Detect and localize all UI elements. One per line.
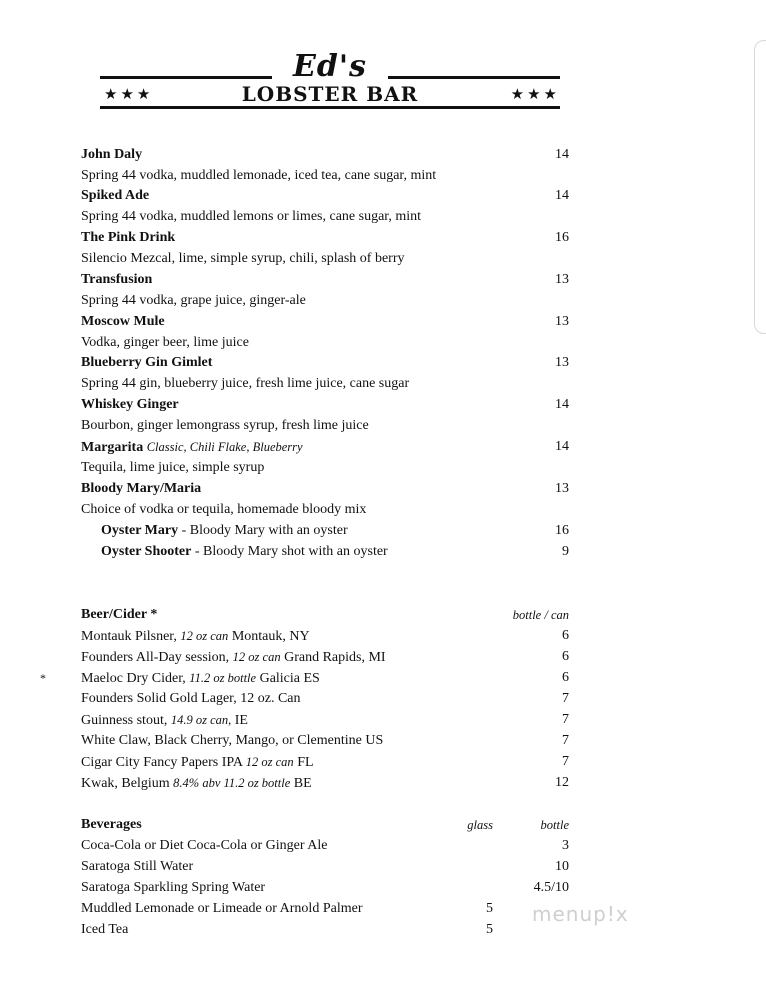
item-price: 7 xyxy=(562,754,569,769)
beer-item xyxy=(81,731,569,751)
section-title: Beer/Cider * xyxy=(81,607,158,622)
beverage-name: Saratoga Sparkling Spring Water xyxy=(81,880,266,895)
logo-script: Ed's xyxy=(293,49,367,84)
subitem-name: Oyster Mary xyxy=(101,523,179,538)
item-price: 14 xyxy=(555,439,569,454)
beverage-item xyxy=(81,899,569,919)
beer-name: White Claw, Black Cherry, Mango, or Clementine US xyxy=(81,733,384,748)
beer-item xyxy=(81,710,569,730)
item-price: 6 xyxy=(562,670,569,685)
item-description: Bourbon, ginger lemongrass syrup, fresh lime juice xyxy=(81,418,369,433)
item-name: Whiskey Ginger xyxy=(81,397,179,412)
bottle-price: 3 xyxy=(562,838,569,853)
beverage-item xyxy=(81,920,569,940)
menu-subitem xyxy=(101,542,569,562)
item-price: 6 xyxy=(562,628,569,643)
beverage-name: Coca-Cola or Diet Coca-Cola or Ginger Ale xyxy=(81,838,328,853)
item-price: 7 xyxy=(562,733,569,748)
item-price: 16 xyxy=(555,230,569,245)
item-price: 6 xyxy=(562,649,569,664)
item-price: 16 xyxy=(555,523,569,538)
menu-item xyxy=(81,186,569,206)
glass-price: 5 xyxy=(486,901,493,916)
menu-item xyxy=(81,270,569,290)
column-header-bottle: bottle xyxy=(540,818,569,832)
section-header xyxy=(81,815,569,835)
beer-item xyxy=(81,647,569,667)
menu-item xyxy=(81,312,569,332)
item-name: Blueberry Gin Gimlet xyxy=(81,355,213,370)
menu-subitem xyxy=(101,521,569,541)
item-price: 14 xyxy=(555,397,569,412)
glass-price: 5 xyxy=(486,922,493,937)
item-description: Vodka, ginger beer, lime juice xyxy=(81,335,249,350)
menu-item xyxy=(81,145,569,165)
scrollbar-edge[interactable] xyxy=(754,40,766,334)
beer-name: Kwak, Belgium xyxy=(81,776,174,791)
item-name: Moscow Mule xyxy=(81,314,165,329)
beverage-name: Muddled Lemonade or Limeade or Arnold Palmer xyxy=(81,901,363,916)
beer-name: Maeloc Dry Cider, xyxy=(81,671,190,686)
item-price: 14 xyxy=(555,188,569,203)
item-description: Choice of vodka or tequila, homemade bloody mix xyxy=(81,502,367,517)
beer-size: 12 oz can xyxy=(180,629,229,643)
item-name: The Pink Drink xyxy=(81,230,176,245)
menu-item xyxy=(81,395,569,415)
beer-origin: BE xyxy=(290,776,312,791)
item-description: Spring 44 gin, blueberry juice, fresh lime juice, cane sugar xyxy=(81,376,410,391)
menu-item xyxy=(81,228,569,248)
subitem-separator: - xyxy=(178,523,190,538)
watermark: menup!x xyxy=(532,902,629,926)
item-name: Margarita xyxy=(81,440,144,455)
item-description: Spring 44 vodka, grape juice, ginger-ale xyxy=(81,293,306,308)
beer-size: 8.4% abv 11.2 oz bottle xyxy=(173,776,291,790)
beer-origin: FL xyxy=(293,755,314,770)
item-description: Spring 44 vodka, muddled lemons or limes, cane sugar, mint xyxy=(81,209,422,224)
item-price: 13 xyxy=(555,481,569,496)
subitem-description: Bloody Mary shot with an oyster xyxy=(203,544,388,559)
item-price: 13 xyxy=(555,355,569,370)
beer-name: Montauk Pilsner, xyxy=(81,629,181,644)
column-header-glass: glass xyxy=(467,818,493,832)
subitem-name: Oyster Shooter xyxy=(101,544,192,559)
beer-name: Guinness stout, xyxy=(81,713,171,728)
beer-size: 12 oz can xyxy=(245,755,294,769)
subitem-separator: - xyxy=(191,544,204,559)
beer-origin: Montauk, NY xyxy=(228,629,310,644)
item-price: 13 xyxy=(555,272,569,287)
column-header-bottle-can: bottle / can xyxy=(512,608,569,622)
beer-name: Cigar City Fancy Papers IPA xyxy=(81,755,246,770)
bottle-price: 10 xyxy=(555,859,569,874)
beer-item xyxy=(81,689,569,709)
beverage-item xyxy=(81,836,569,856)
bottle-price: 4.5/10 xyxy=(533,880,569,895)
item-description: Spring 44 vodka, muddled lemonade, iced tea, cane sugar, mint xyxy=(81,168,437,183)
logo-title: LOBSTER BAR xyxy=(241,82,419,106)
footnote-marker: * xyxy=(40,671,46,685)
beer-size: 12 oz can xyxy=(232,650,281,664)
item-price: 12 xyxy=(555,775,569,790)
item-name: Bloody Mary/Maria xyxy=(81,481,202,496)
item-price: 13 xyxy=(555,314,569,329)
beer-item xyxy=(81,752,569,772)
beer-origin: Grand Rapids, MI xyxy=(280,650,386,665)
beer-size: 14.9 oz can, xyxy=(170,713,232,727)
item-price: 9 xyxy=(562,544,569,559)
menu-item xyxy=(81,437,569,457)
beverage-item xyxy=(81,857,569,877)
menu-item xyxy=(81,479,569,499)
beverage-name: Iced Tea xyxy=(81,922,129,937)
section-header xyxy=(81,605,569,625)
beer-name: Founders All-Day session, xyxy=(81,650,233,665)
beverage-item xyxy=(81,878,569,898)
item-price: 7 xyxy=(562,712,569,727)
item-price: 14 xyxy=(555,147,569,162)
beverage-name: Saratoga Still Water xyxy=(81,859,194,874)
beer-item xyxy=(81,668,569,688)
menu-item xyxy=(81,353,569,373)
beer-name: Founders Solid Gold Lager, 12 oz. Can xyxy=(81,691,301,706)
item-description: Silencio Mezcal, lime, simple syrup, chili, splash of berry xyxy=(81,251,405,266)
item-name: Spiked Ade xyxy=(81,188,150,203)
subitem-description: Bloody Mary with an oyster xyxy=(189,523,348,538)
item-price: 7 xyxy=(562,691,569,706)
item-name: John Daly xyxy=(81,147,143,162)
beer-size: 11.2 oz bottle xyxy=(189,671,257,685)
restaurant-logo xyxy=(100,50,560,112)
stars-left-icon: ★★★ xyxy=(104,85,154,103)
beer-item xyxy=(81,626,569,646)
beer-origin: IE xyxy=(231,713,248,728)
item-description: Tequila, lime juice, simple syrup xyxy=(81,460,265,475)
item-name: Transfusion xyxy=(81,272,153,287)
stars-right-icon: ★★★ xyxy=(510,85,560,103)
section-title: Beverages xyxy=(81,817,142,832)
beer-origin: Galicia ES xyxy=(256,671,320,686)
beer-item xyxy=(81,773,569,793)
item-note: Classic, Chili Flake, Blueberry xyxy=(146,440,303,454)
